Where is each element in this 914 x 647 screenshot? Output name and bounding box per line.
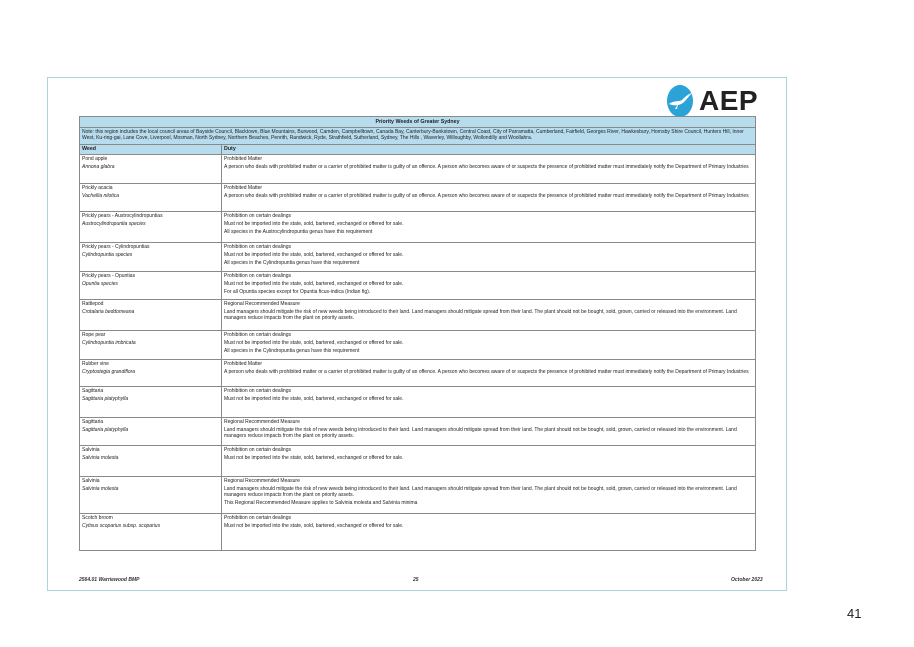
footer-date: October 2023	[731, 577, 763, 583]
weed-scientific-name: Salvinia molesta	[82, 454, 119, 461]
weed-common-name: Prickly pears - Austrocylindropuntias	[82, 212, 163, 219]
column-header-weed: Weed	[80, 144, 222, 154]
duty-type: Regional Recommended Measure	[224, 300, 300, 307]
table-row	[80, 445, 756, 476]
duty-text: Land managers should mitigate the risk of new weeds being introduced to their land. Land managers should mitigate spread from their land. The plant should not be bought, sold, grown, carried or released into the environment. Land managers reduce impacts from the plant on priority assets.	[224, 308, 737, 322]
weed-common-name: Rattlepod	[82, 300, 104, 307]
table-header-row	[80, 144, 756, 154]
duty-text: Land managers should mitigate the risk of new weeds being introduced to their land. Land managers should mitigate spread from their land. The plant should not be bought, sold, grown, carried or released into the environment. Land managers reduce impacts from the plant on priority assets.	[224, 426, 737, 440]
table-note: Note: this region includes the local council areas of Bayside Council, Blacktown, Blue Mountains, Burwood, Camden, Campbelltown, Canada Bay, Canterbury-Bankstown, Central Coast, City of Parramatta, Cumberland, Fairfield, Georges River, Hawkesbury, Hornsby Shire Council, Hunters Hill, Inner West, Ku-ring-gai, Lane Cove, Liverpool, Mosman, North Sydney, Northern Beaches, Penrith, Randwick, Ryde, Strathfield, Sutherland, Sydney, The Hills , Waverley, Willoughby, Wollondilly and Woollahra.	[80, 127, 756, 144]
weed-common-name: Rubber vine	[82, 360, 109, 367]
duty-text: A person who deals with prohibited matter or a carrier of prohibited matter is guilty of an offence. A person who becomes aware of or suspects the presence of prohibited matter must immediately notify the Department of Primary Industries	[224, 368, 749, 375]
duty-cell	[222, 359, 756, 386]
duty-text: All species in the Cylindropuntia genus have this requirement	[224, 347, 360, 354]
duty-type: Prohibition on certain dealings	[224, 272, 291, 279]
table-note-row	[80, 127, 756, 144]
duty-text: Land managers should mitigate the risk of new weeds being introduced to their land. Land managers should mitigate spread from their land. The plant should not be bought, sold, grown, carried or released into the environment. Land managers reduce impacts from the plant on priority assets.	[224, 485, 737, 499]
weed-common-name: Prickly pears - Cylindropuntias	[82, 243, 150, 250]
duty-text: This Regional Recommended Measure applies to Salvinia molesta and Salvinia minima	[224, 500, 418, 507]
duty-cell	[222, 271, 756, 299]
duty-type: Prohibition on certain dealings	[224, 514, 291, 521]
duty-cell	[222, 445, 756, 476]
duty-type: Prohibited Matter	[224, 184, 263, 191]
duty-text: All species in the Austrocylindropuntia genus have this requirement	[224, 228, 373, 235]
weed-cell	[80, 271, 222, 299]
table-row	[80, 271, 756, 299]
duty-type: Prohibited Matter	[224, 360, 263, 367]
duty-text: Must not be imported into the state, sold, bartered, exchanged or offered for sale.	[224, 395, 404, 402]
weed-scientific-name: Cryptostegia grandiflora	[82, 368, 136, 375]
table-row	[80, 211, 756, 242]
duty-type: Prohibition on certain dealings	[224, 243, 291, 250]
table-row	[80, 330, 756, 359]
duty-type: Prohibition on certain dealings	[224, 387, 291, 394]
duty-type: Prohibition on certain dealings	[224, 331, 291, 338]
duty-cell	[222, 154, 756, 183]
duty-text: A person who deals with prohibited matter or a carrier of prohibited matter is guilty of an offence. A person who becomes aware of or suspects the presence of prohibited matter must immediately notify the Department of Primary Industries	[224, 192, 749, 199]
weed-scientific-name: Salvinia molesta	[82, 485, 119, 492]
weed-cell	[80, 154, 222, 183]
weed-common-name: Prickly pears - Opuntias	[82, 272, 136, 279]
bird-logo-icon	[667, 85, 693, 117]
table-row	[80, 242, 756, 271]
aep-logo	[667, 85, 757, 117]
weed-scientific-name: Crotalaria beddomeana	[82, 308, 135, 315]
logo-text: AEP	[699, 85, 759, 116]
weed-cell	[80, 386, 222, 417]
priority-weeds-table	[79, 116, 756, 551]
weed-common-name: Salvinia	[82, 446, 100, 453]
weed-scientific-name: Sagittaria platyphylla	[82, 426, 129, 433]
table-row	[80, 154, 756, 183]
table-title-row	[80, 117, 756, 128]
weed-common-name: Prickly acacia	[82, 184, 113, 191]
weed-common-name: Scotch broom	[82, 514, 113, 521]
table-title: Priority Weeds of Greater Sydney	[80, 117, 756, 128]
weed-scientific-name: Annona glabra	[82, 163, 115, 170]
duty-cell	[222, 386, 756, 417]
duty-type: Regional Recommended Measure	[224, 477, 300, 484]
weed-common-name: Salvinia	[82, 477, 100, 484]
page-number: 41	[847, 606, 862, 621]
weed-cell	[80, 330, 222, 359]
weed-cell	[80, 445, 222, 476]
duty-type: Prohibited Matter	[224, 155, 263, 162]
weed-common-name: Pond apple	[82, 155, 108, 162]
weed-common-name: Sagittaria	[82, 387, 104, 394]
duty-cell	[222, 330, 756, 359]
duty-cell	[222, 476, 756, 513]
table-row	[80, 299, 756, 330]
footer-page-number: 25	[413, 577, 419, 583]
duty-cell	[222, 242, 756, 271]
duty-text: All species in the Cylindropuntia genus have this requirement	[224, 259, 360, 266]
table-row	[80, 359, 756, 386]
duty-text: Must not be imported into the state, sold, bartered, exchanged or offered for sale.	[224, 522, 404, 529]
weed-scientific-name: Vachellia nilotica	[82, 192, 120, 199]
table-row	[80, 476, 756, 513]
weed-cell	[80, 242, 222, 271]
weed-cell	[80, 299, 222, 330]
duty-text: Must not be imported into the state, sold, bartered, exchanged or offered for sale.	[224, 339, 404, 346]
weed-cell	[80, 476, 222, 513]
table-row	[80, 513, 756, 550]
table-row	[80, 417, 756, 445]
duty-text: Must not be imported into the state, sold, bartered, exchanged or offered for sale.	[224, 280, 404, 287]
duty-text: A person who deals with prohibited matter or a carrier of prohibited matter is guilty of an offence. A person who becomes aware of or suspects the presence of prohibited matter must immediately notify the Department of Primary Industries	[224, 163, 749, 170]
weed-cell	[80, 183, 222, 211]
duty-type: Regional Recommended Measure	[224, 418, 300, 425]
weed-cell	[80, 211, 222, 242]
weed-scientific-name: Cylindropuntia imbricata	[82, 339, 136, 346]
weed-cell	[80, 359, 222, 386]
duty-text: For all Opuntia species except for Opuntia ficus-indica (Indian fig).	[224, 288, 371, 295]
duty-text: Must not be imported into the state, sold, bartered, exchanged or offered for sale.	[224, 220, 404, 227]
duty-cell	[222, 299, 756, 330]
duty-text: Must not be imported into the state, sold, bartered, exchanged or offered for sale.	[224, 251, 404, 258]
table-row	[80, 183, 756, 211]
duty-cell	[222, 211, 756, 242]
duty-cell	[222, 417, 756, 445]
weed-common-name: Rope pear	[82, 331, 106, 338]
duty-text: Must not be imported into the state, sold, bartered, exchanged or offered for sale.	[224, 454, 404, 461]
footer-document-ref: 2564.01 Warriewood BMP	[79, 577, 140, 583]
weed-scientific-name: Cytisus scoparius subsp. scoparius	[82, 522, 161, 529]
table-row	[80, 386, 756, 417]
weed-scientific-name: Cylindropuntia species	[82, 251, 133, 258]
duty-type: Prohibition on certain dealings	[224, 446, 291, 453]
duty-type: Prohibition on certain dealings	[224, 212, 291, 219]
weed-scientific-name: Opuntia species	[82, 280, 118, 287]
duty-cell	[222, 183, 756, 211]
weed-cell	[80, 417, 222, 445]
column-header-duty: Duty	[222, 144, 756, 154]
weed-common-name: Sagittaria	[82, 418, 104, 425]
weed-scientific-name: Sagittaria platyphylla	[82, 395, 129, 402]
duty-cell	[222, 513, 756, 550]
weed-cell	[80, 513, 222, 550]
weed-scientific-name: Austrocylindropuntia species	[82, 220, 146, 227]
